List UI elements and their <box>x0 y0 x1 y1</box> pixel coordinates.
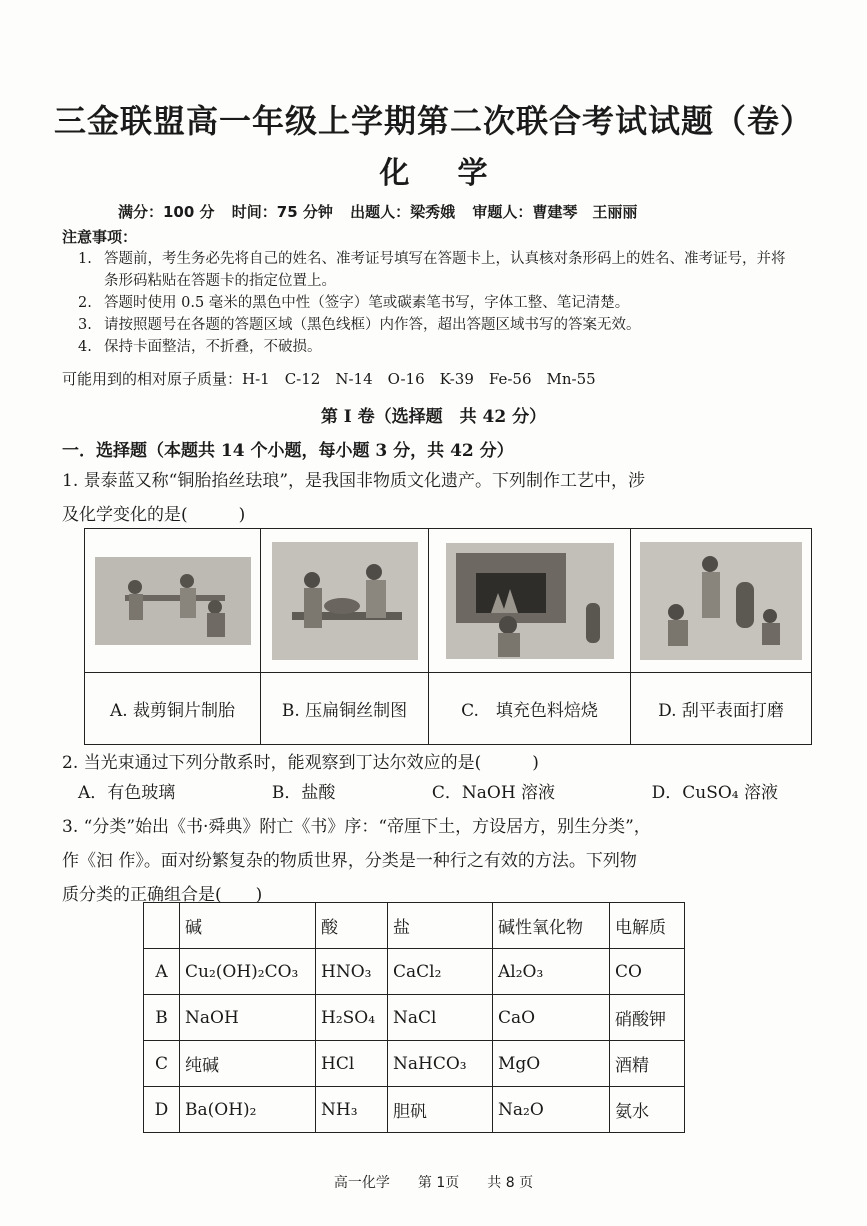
notice-text: 保持卡面整洁，不折叠，不破损。 <box>104 339 322 355</box>
option-d: D. 刮平表面打磨 <box>631 673 812 745</box>
table-header-row <box>144 903 685 949</box>
artisan-pressing-icon <box>272 542 418 660</box>
notice-num: 4. <box>78 339 92 355</box>
table-header-cell: 电解质 <box>610 903 685 949</box>
part-title: 一．选择题（本题共 14 个小题，每小题 3 分，共 42 分） <box>62 441 514 461</box>
notice-text: 答题时使用 0.5 毫米的黑色中性（签字）笔或碳素笔书写，字体工整、笔记清楚。 <box>104 295 630 311</box>
table-cell: Ba(OH)₂ <box>180 1087 316 1133</box>
score-info: 满分：100 分 <box>118 203 215 221</box>
option-b: B. 压扁铜丝制图 <box>261 673 429 745</box>
question-3-line-3: 质分类的正确组合是( ) <box>62 885 263 905</box>
atomic-masses: 可能用到的相对原子质量：H-1 C-12 N-14 O-16 K-39 Fe-56 Mn-55 <box>62 370 596 388</box>
notice-list <box>78 248 798 358</box>
table-cell: 酒精 <box>610 1041 685 1087</box>
table-header-cell: 碱性氧化物 <box>493 903 610 949</box>
table-cell: HNO₃ <box>316 949 388 995</box>
notice-item <box>78 248 798 292</box>
table-cell: CaCl₂ <box>388 949 493 995</box>
notice-item <box>78 314 798 336</box>
question-1-line-1: 1. 景泰蓝又称“铜胎掐丝珐琅”，是我国非物质文化遗产。下列制作工艺中，涉 <box>62 471 646 491</box>
table-cell: A <box>144 949 180 995</box>
table-header-cell: 碱 <box>180 903 316 949</box>
subject-char-2: 学 <box>457 156 488 191</box>
question-1-line-2: 及化学变化的是( ) <box>62 505 246 525</box>
notice-heading: 注意事项： <box>62 228 138 246</box>
option-b-image-cell <box>261 529 429 673</box>
table-cell: H₂SO₄ <box>316 995 388 1041</box>
table-row <box>144 1041 685 1087</box>
table-cell: NaHCO₃ <box>388 1041 493 1087</box>
table-cell: CO <box>610 949 685 995</box>
exam-meta <box>118 201 649 222</box>
question-1 <box>62 464 792 532</box>
question-3-line-1: 3. “分类”始出《书·舜典》附亡《书》序：“帝厘下土，方设居方，别生分类”， <box>62 817 651 837</box>
table-header-cell: 盐 <box>388 903 493 949</box>
question-3-line-2: 作《汩 作》。面对纷繁复杂的物质世界，分类是一种行之有效的方法。下列物 <box>62 851 637 871</box>
table-cell: CaO <box>493 995 610 1041</box>
kiln-firing-icon <box>446 543 614 659</box>
table-cell: D <box>144 1087 180 1133</box>
q2-option-a: A．有色玻璃 <box>78 783 176 803</box>
question-3 <box>62 810 792 912</box>
table-cell: NaOH <box>180 995 316 1041</box>
author-info: 出题人：梁秀娥 <box>350 203 456 221</box>
option-c-image-cell <box>429 529 631 673</box>
table-cell: Na₂O <box>493 1087 610 1133</box>
table-cell: HCl <box>316 1041 388 1087</box>
table-cell: Al₂O₃ <box>493 949 610 995</box>
q2-option-d: D．CuSO₄ 溶液 <box>651 783 778 803</box>
notice-num: 2. <box>78 295 92 311</box>
question-2-options <box>78 778 778 803</box>
table-header-cell <box>144 903 180 949</box>
option-c: C. 填充色料焙烧 <box>429 673 631 745</box>
option-a: A. 裁剪铜片制胎 <box>85 673 261 745</box>
table-cell: Cu₂(OH)₂CO₃ <box>180 949 316 995</box>
notice-text: 答题前，考生务必先将自己的姓名、准考证号填写在答题卡上，认真核对条形码上的姓名、准考证号，并将条形码粘贴在答题卡的指定位置上。 <box>104 251 786 289</box>
question-1-options-table <box>84 528 812 745</box>
table-row <box>144 995 685 1041</box>
table-cell: 氨水 <box>610 1087 685 1133</box>
q2-option-b: B．盐酸 <box>271 783 336 803</box>
notice-item <box>78 336 798 358</box>
option-a-image-cell <box>85 529 261 673</box>
table-cell: 纯碱 <box>180 1041 316 1087</box>
option-d-image-cell <box>631 529 812 673</box>
notice-item <box>78 292 798 314</box>
q2-option-c: C．NaOH 溶液 <box>431 783 556 803</box>
artisan-polishing-icon <box>640 542 802 660</box>
table-cell: B <box>144 995 180 1041</box>
table-cell: NH₃ <box>316 1087 388 1133</box>
table-row <box>144 949 685 995</box>
table-cell: 胆矾 <box>388 1087 493 1133</box>
exam-title: 三金联盟高一年级上学期第二次联合考试试题（卷） <box>53 102 813 140</box>
subject-title <box>0 148 867 192</box>
section-title: 第 I 卷（选择题 共 42 分） <box>320 407 547 427</box>
notice-text: 请按照题号在各题的答题区域（黑色线框）内作答，超出答题区域书写的答案无效。 <box>104 317 641 333</box>
classification-table <box>143 902 685 1133</box>
table-header-cell: 酸 <box>316 903 388 949</box>
table-cell: C <box>144 1041 180 1087</box>
artisan-cutting-icon <box>95 557 251 645</box>
table-cell: MgO <box>493 1041 610 1087</box>
page-footer: 高一化学 第 1页 共 8 页 <box>333 1175 534 1191</box>
subject-char-1: 化 <box>379 156 410 191</box>
table-row <box>144 1087 685 1133</box>
time-info: 时间：75 分钟 <box>231 203 333 221</box>
table-cell: NaCl <box>388 995 493 1041</box>
reviewer-info: 审题人：曹建琴 王丽丽 <box>472 203 638 221</box>
table-cell: 硝酸钾 <box>610 995 685 1041</box>
notice-num: 1. <box>78 251 92 267</box>
notice-num: 3. <box>78 317 92 333</box>
question-2: 2. 当光束通过下列分散系时，能观察到丁达尔效应的是( ) <box>62 753 539 773</box>
